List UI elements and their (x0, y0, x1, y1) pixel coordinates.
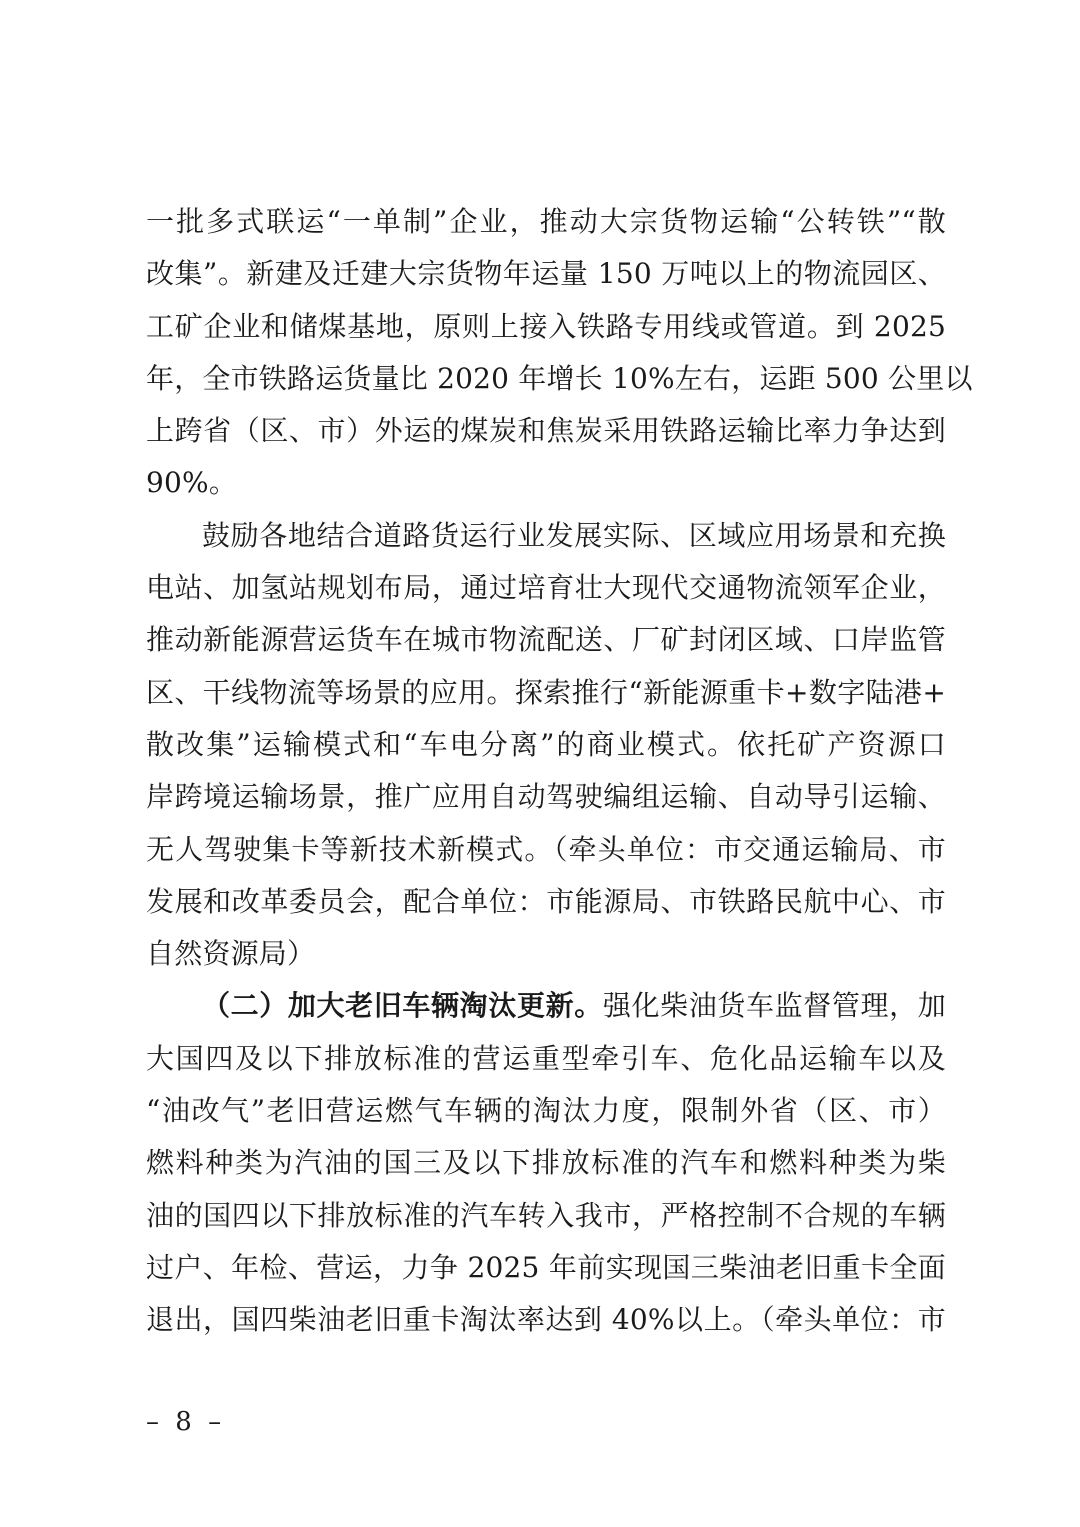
paragraph-1-line-5: 上跨省（区、市）外运的煤炭和焦炭采用铁路运输比率力争达到 (146, 414, 946, 448)
paragraph-1-line-1: 一批多式联运“一单制”企业，推动大宗货物运输“公转铁”“散 (146, 205, 946, 238)
paragraph-1-line-6: 90%。 (146, 466, 238, 500)
paragraph-3-line-3: “油改气”老旧营运燃气车辆的淘汰力度，限制外省（区、市） (146, 1094, 946, 1128)
body-text (146, 196, 973, 1347)
paragraph-1-line-4: 年，全市铁路运货量比 2020 年增长 10%左右，运距 500 公里以 (146, 361, 973, 395)
paragraph-2-line-7: 无人驾驶集卡等新技术新模式。（牵头单位：市交通运输局、市 (146, 832, 946, 866)
paragraph-3-line-6: 过户、年检、营运，力争 2025 年前实现国三柴油老旧重卡全面 (146, 1250, 946, 1284)
paragraph-2-line-9: 自然资源局） (146, 937, 316, 971)
paragraph-2-line-1: 鼓励各地结合道路货运行业发展实际、区域应用场景和充换 (202, 518, 946, 552)
page-number: – 8 – (146, 1407, 226, 1437)
paragraph-1-line-2: 改集”。新建及迁建大宗货物年运量 150 万吨以上的物流园区、 (146, 257, 946, 291)
paragraph-2-line-4: 区、干线物流等场景的应用。探索推行“新能源重卡+数字陆港+ (146, 675, 946, 709)
paragraph-3-line-1-text: 强化柴油货车监督管理，加 (602, 989, 946, 1023)
paragraph-3-line-5: 油的国四以下排放标准的汽车转入我市，严格控制不合规的车辆 (146, 1198, 946, 1232)
paragraph-2-line-5: 散改集”运输模式和“车电分离”的商业模式。依托矿产资源口 (146, 727, 946, 761)
paragraph-2-line-3: 推动新能源营运货车在城市物流配送、厂矿封闭区域、口岸监管 (146, 623, 946, 657)
paragraph-2-line-8: 发展和改革委员会，配合单位：市能源局、市铁路民航中心、市 (146, 884, 946, 918)
section-heading: （二）加大老旧车辆淘汰更新。 (202, 989, 603, 1023)
paragraph-3-line-4: 燃料种类为汽油的国三及以下排放标准的汽车和燃料种类为柴 (146, 1146, 946, 1180)
paragraph-1-line-3: 工矿企业和储煤基地，原则上接入铁路专用线或管道。到 2025 (146, 309, 946, 343)
paragraph-2-line-2: 电站、加氢站规划布局，通过培育壮大现代交通物流领军企业， (146, 571, 946, 605)
paragraph-3-line-7: 退出，国四柴油老旧重卡淘汰率达到 40%以上。（牵头单位：市 (146, 1303, 946, 1337)
paragraph-3-line-2: 大国四及以下排放标准的营运重型牵引车、危化品运输车以及 (146, 1041, 946, 1075)
paragraph-3-line-1 (146, 980, 946, 1032)
paragraph-2-line-6: 岸跨境运输场景，推广应用自动驾驶编组运输、自动导引运输、 (146, 780, 946, 814)
